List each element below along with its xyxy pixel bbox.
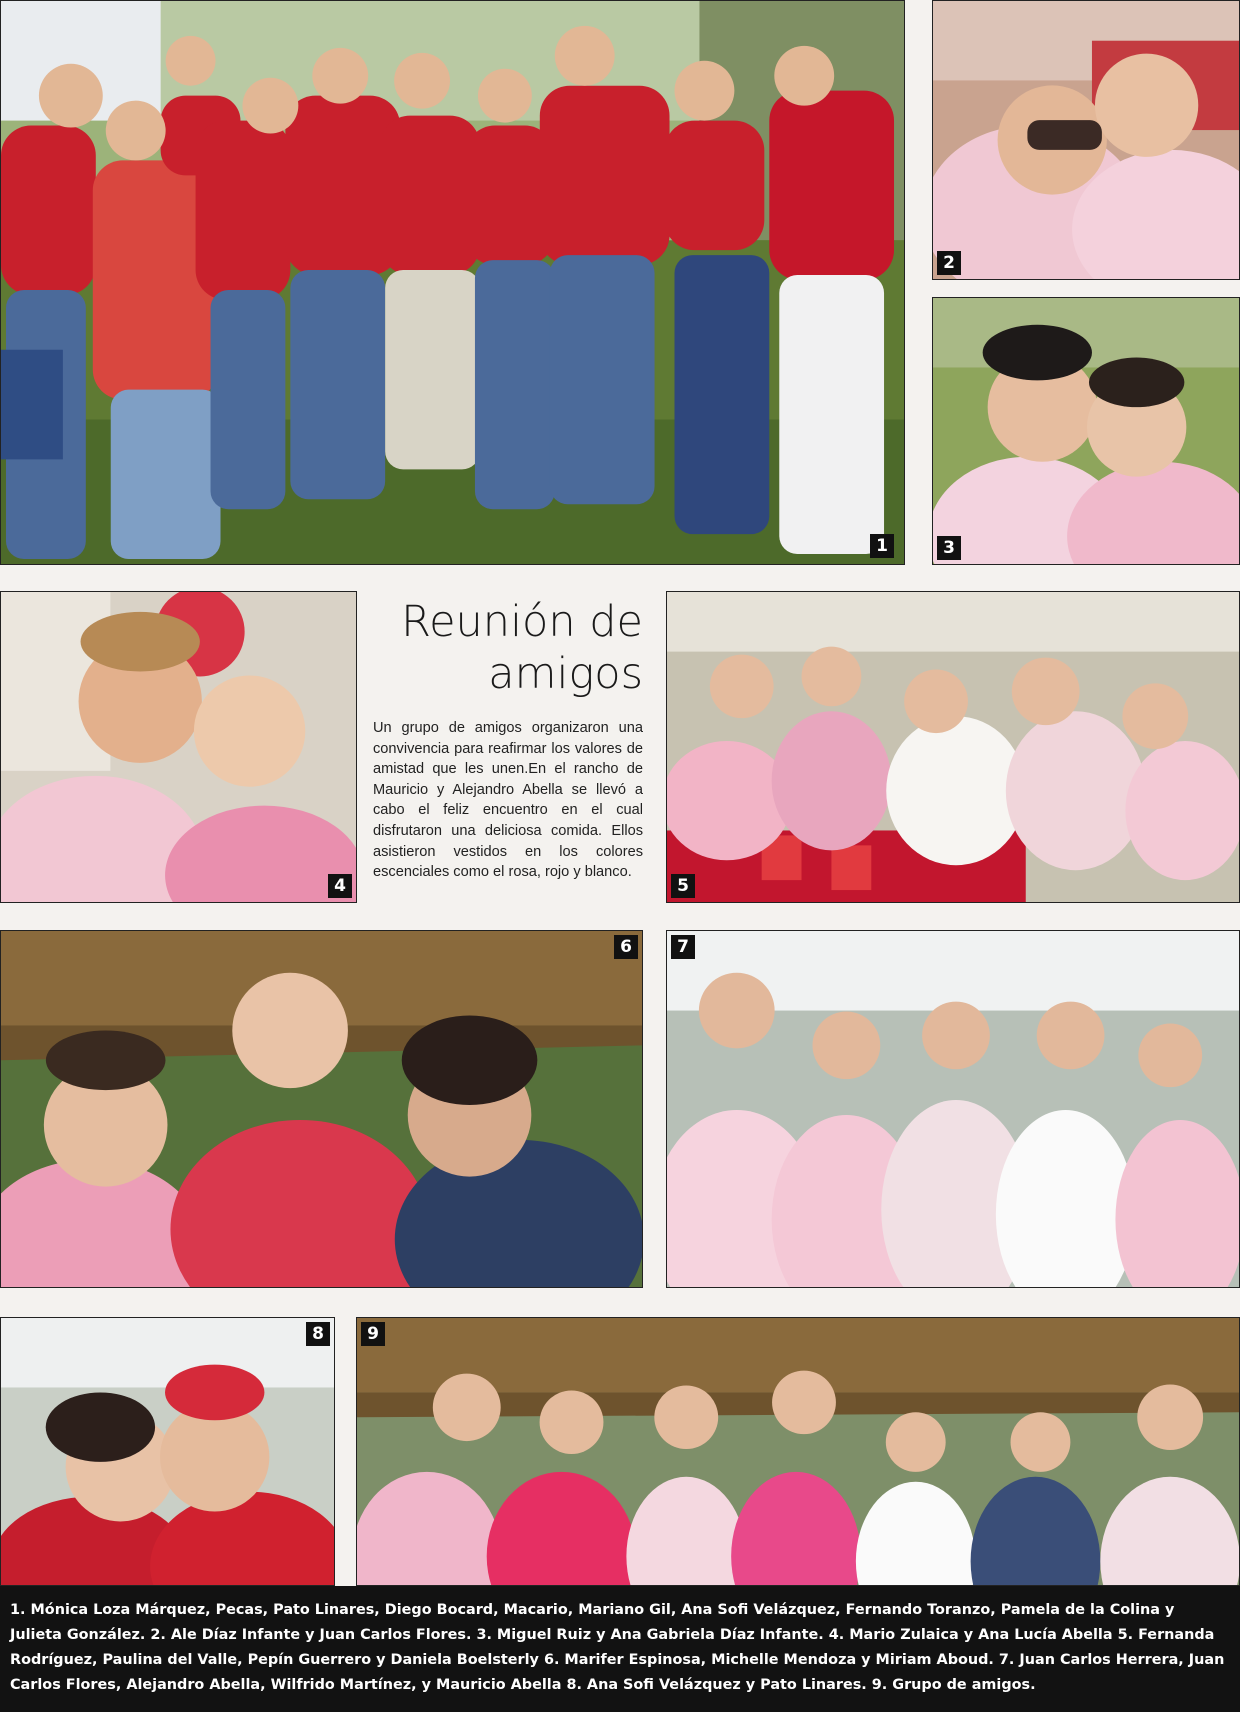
photo-7-five-friends bbox=[666, 930, 1240, 1288]
photo-5-number: 5 bbox=[671, 874, 695, 898]
photo-1-image bbox=[1, 1, 904, 564]
photo-1-group-on-lawn bbox=[0, 0, 905, 565]
photo-3-number: 3 bbox=[937, 536, 961, 560]
article-title-line-1: Reunión de bbox=[401, 597, 643, 647]
photo-4-couple bbox=[0, 591, 357, 903]
photo-7-number: 7 bbox=[671, 935, 695, 959]
photo-5-group-at-table bbox=[666, 591, 1240, 903]
photo-captions: 1. Mónica Loza Márquez, Pecas, Pato Linares, Diego Bocard, Macario, Mariano Gil, Ana Sofi Velázquez, Fernando Toranzo, Pamela de la Colina y Julieta González. 2. Ale Díaz Infante y Juan Carlos Flores. 3. Miguel Ruiz y Ana Gabriela Díaz Infante. 4. Mario Zulaica y Ana Lucía Abella 5. Fernanda Rodríguez, Paulina del Valle, Pepín Guerrero y Daniela Boelsterly 6. Marifer Espinosa, Michelle Mendoza y Miriam Aboud. 7. Juan Carlos Herrera, Juan Carlos Flores, Alejandro Abella, Wilfrido Martínez, y Mauricio Abella 8. Ana Sofi Velázquez y Pato Linares. 9. Grupo de amigos. bbox=[10, 1602, 1225, 1693]
photo-6-number: 6 bbox=[614, 935, 638, 959]
photo-4-number: 4 bbox=[328, 874, 352, 898]
photo-9-group-of-friends bbox=[356, 1317, 1240, 1586]
article-body: Un grupo de amigos organizaron una convivencia para reafirmar los valores de amistad que les unen.En el rancho de Mauricio y Alejandro Abella se llevó a cabo el feliz encuentro en el cual disfrutaron una deliciosa comida. Ellos asistieron vestidos en los colores escenciales como el rosa, rojo y blanco. bbox=[373, 720, 643, 881]
photo-6-three-friends bbox=[0, 930, 643, 1288]
photo-3-image bbox=[933, 298, 1239, 564]
photo-2-image bbox=[933, 1, 1239, 279]
photo-8-image bbox=[1, 1318, 334, 1585]
photo-6-image bbox=[1, 931, 642, 1287]
photo-8-couple bbox=[0, 1317, 335, 1586]
photo-caption-bar bbox=[0, 1586, 1240, 1712]
photo-9-image bbox=[357, 1318, 1239, 1585]
photo-5-image bbox=[667, 592, 1239, 902]
article-title bbox=[360, 596, 643, 700]
photo-4-image bbox=[1, 592, 356, 902]
photo-7-image bbox=[667, 931, 1239, 1287]
photo-2-couple bbox=[932, 0, 1240, 280]
photo-8-number: 8 bbox=[306, 1322, 330, 1346]
photo-2-number: 2 bbox=[937, 251, 961, 275]
photo-9-number: 9 bbox=[361, 1322, 385, 1346]
photo-1-number: 1 bbox=[870, 534, 894, 558]
photo-3-couple bbox=[932, 297, 1240, 565]
article-title-line-2: amigos bbox=[488, 649, 643, 699]
